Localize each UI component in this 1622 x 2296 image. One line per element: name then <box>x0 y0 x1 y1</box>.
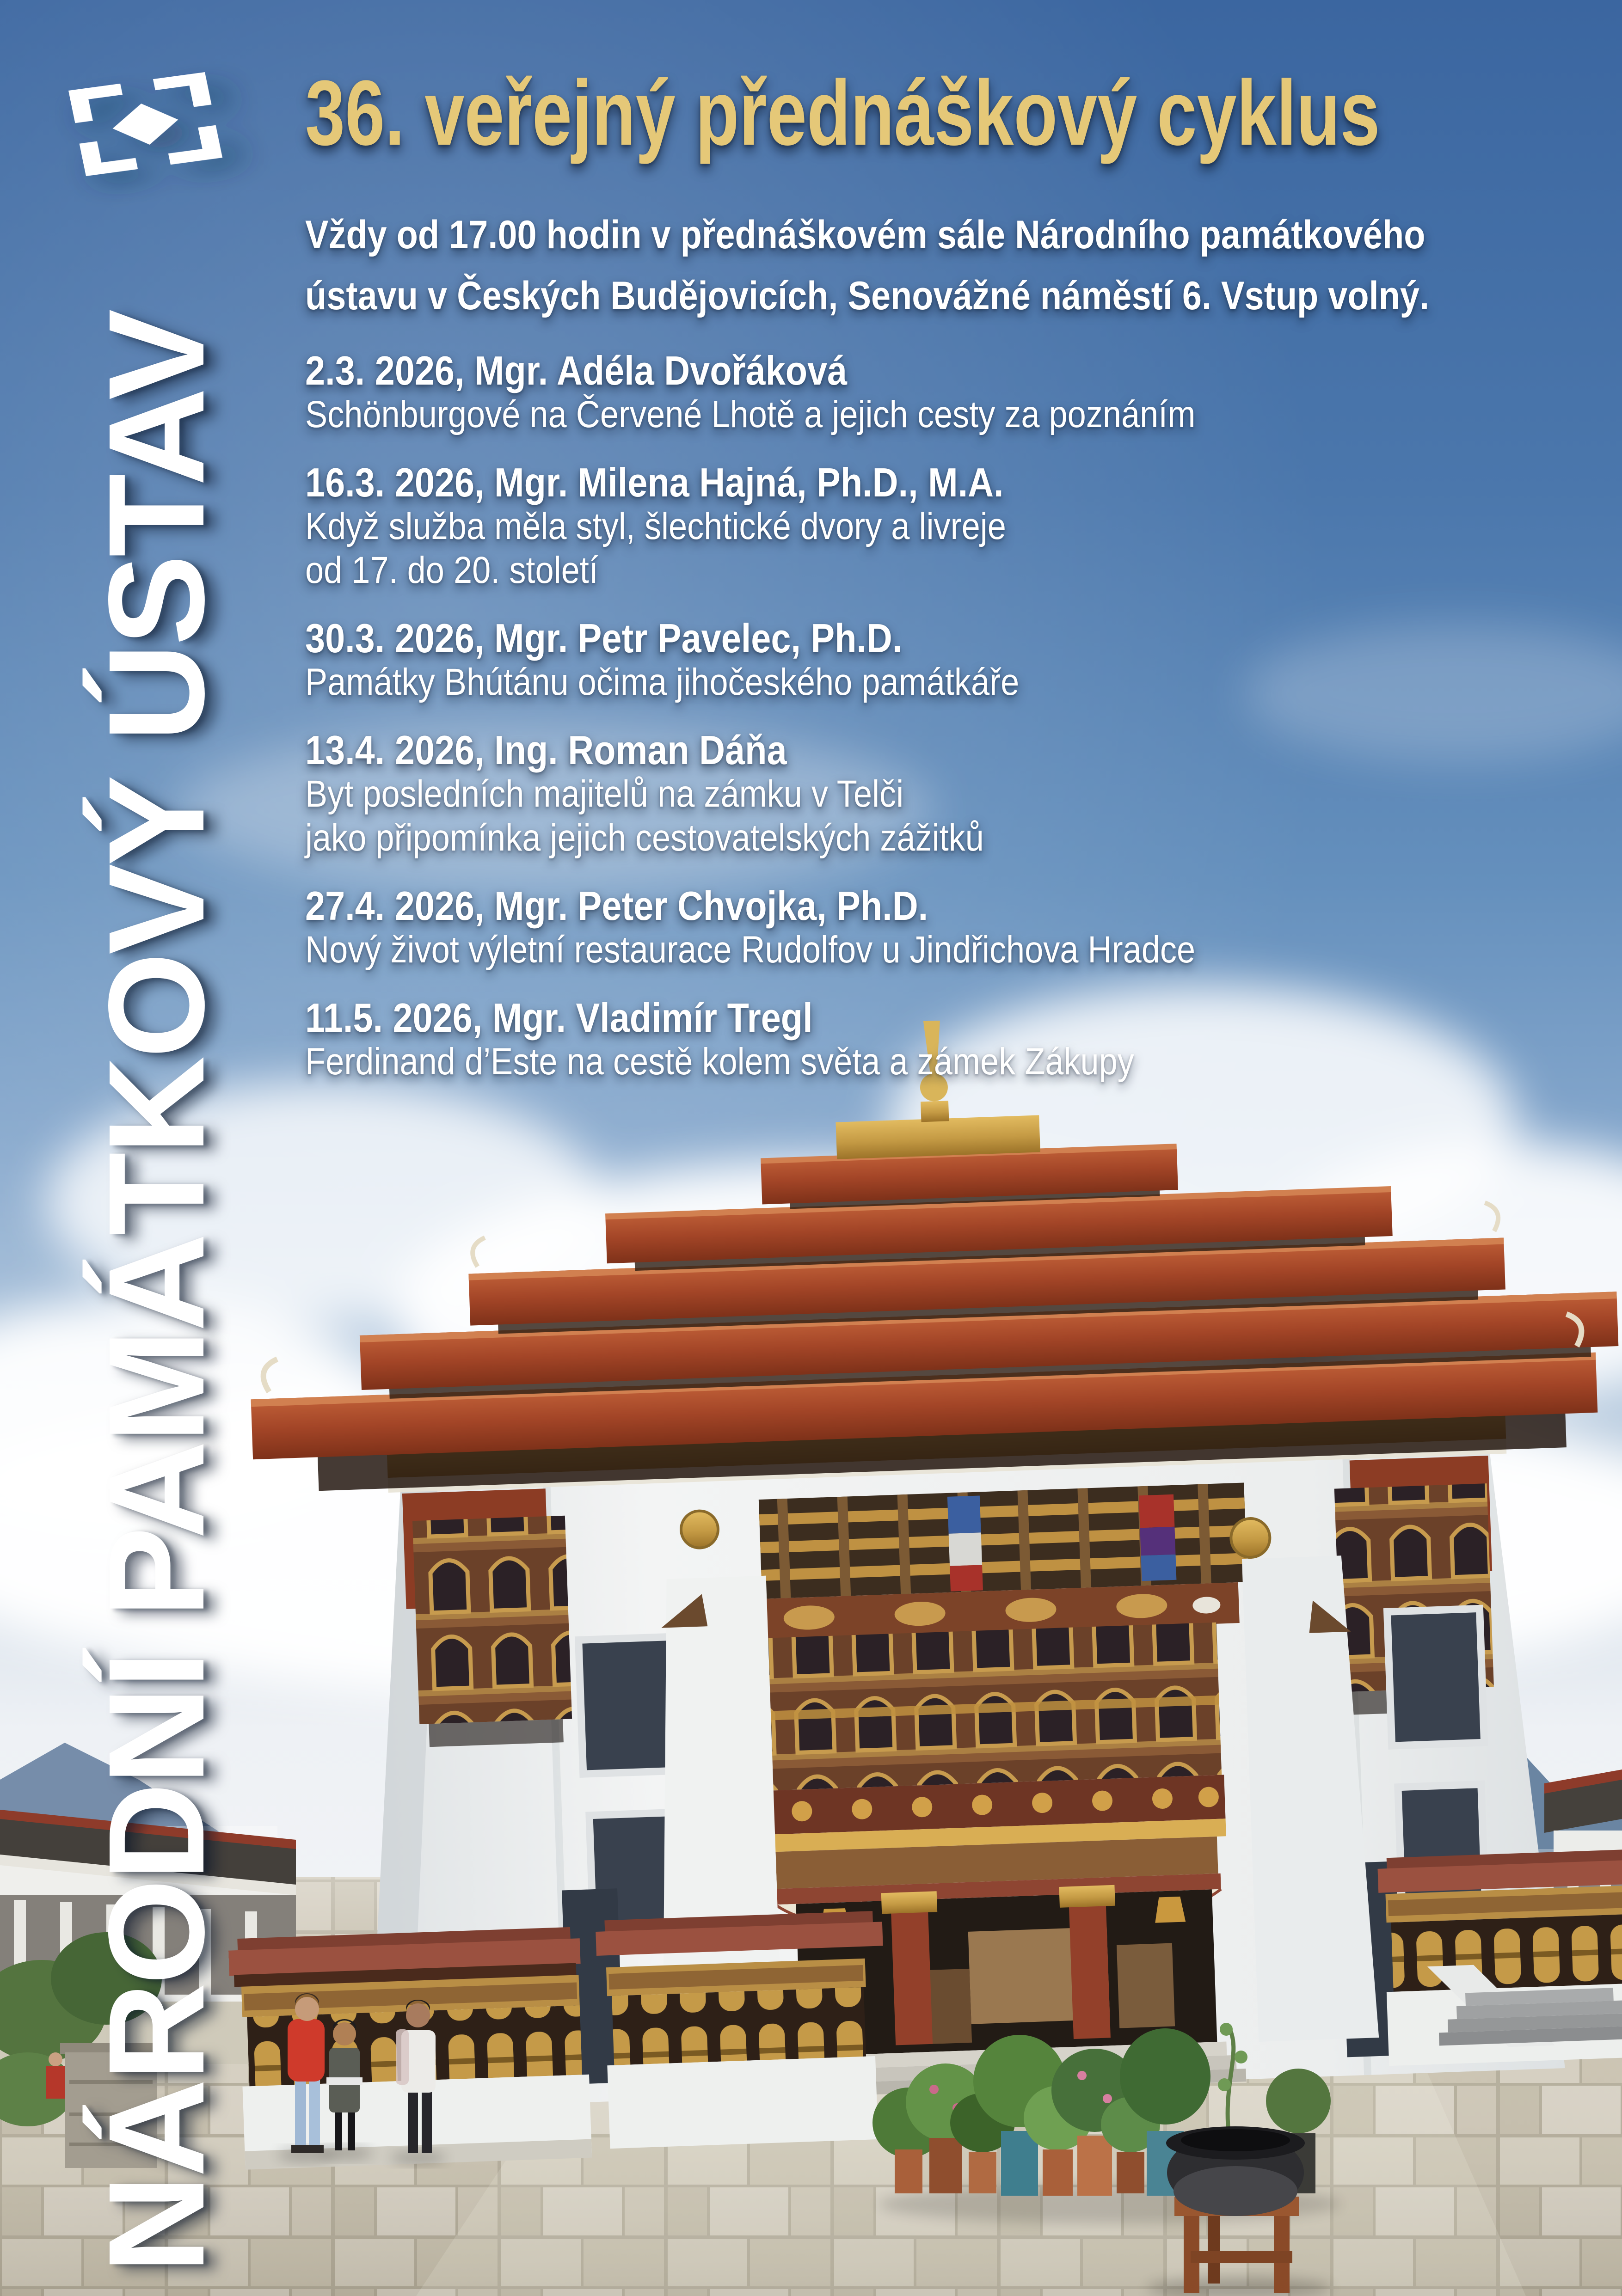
lecture-title-line: Památky Bhútánu očima jihočeského památkáře <box>305 661 1020 703</box>
lecture-title-line: Ferdinand d’Este na cestě kolem světa a zámek Zákupy <box>305 1041 1134 1083</box>
lecture-title-line: Nový život výletní restaurace Rudolfov u Jindřichova Hradce <box>305 929 1196 971</box>
lecture-title-line: Když služba měla styl, šlechtické dvory a livreje <box>305 505 1006 547</box>
lecture-item <box>305 349 1485 436</box>
lecture-date: 13.4. 2026, Ing. Roman Dáňa <box>305 727 787 773</box>
lecture-date: 2.3. 2026, Mgr. Adéla Dvořáková <box>305 348 848 393</box>
intro-line-2: ústavu v Českých Budějovicích, Senovážné náměstí 6. Vstup volný. <box>305 274 1429 318</box>
lecture-item <box>305 460 1485 592</box>
lecture-item <box>305 616 1485 704</box>
lecture-title-line: Byt posledních majitelů na zámku v Telči <box>305 773 904 815</box>
lecture-item <box>305 996 1485 1084</box>
intro-line-1: Vždy od 17.00 hodin v přednáškovém sále Národního památkového <box>305 213 1425 257</box>
lecture-item <box>305 728 1485 860</box>
lecture-date: 16.3. 2026, Mgr. Milena Hajná, Ph.D., M.A. <box>305 459 1004 505</box>
prayer-wheel-wall-right <box>1377 1849 1622 2066</box>
lecture-date: 11.5. 2026, Mgr. Vladimír Tregl <box>305 995 813 1041</box>
lecture-date: 30.3. 2026, Mgr. Petr Pavelec, Ph.D. <box>305 615 903 661</box>
lecture-date: 27.4. 2026, Mgr. Peter Chvojka, Ph.D. <box>305 883 928 929</box>
institute-name-vertical: NÁRODNÍ PAMÁTKOVÝ ÚSTAV <box>80 311 233 2273</box>
page-title: 36. veřejný přednáškový cyklus <box>305 61 1380 165</box>
npu-logo-icon <box>0 0 287 222</box>
lecture-title-line: od 17. do 20. století <box>305 549 598 591</box>
lecture-list <box>305 349 1485 1084</box>
lecture-title-line: Schönburgové na Červené Lhotě a jejich cesty za poznáním <box>305 393 1196 435</box>
content-column <box>305 0 1485 1108</box>
lecture-title-line: jako připomínka jejich cestovatelských zážitků <box>305 817 984 859</box>
intro-text <box>305 204 1485 326</box>
lecture-item <box>305 884 1485 972</box>
